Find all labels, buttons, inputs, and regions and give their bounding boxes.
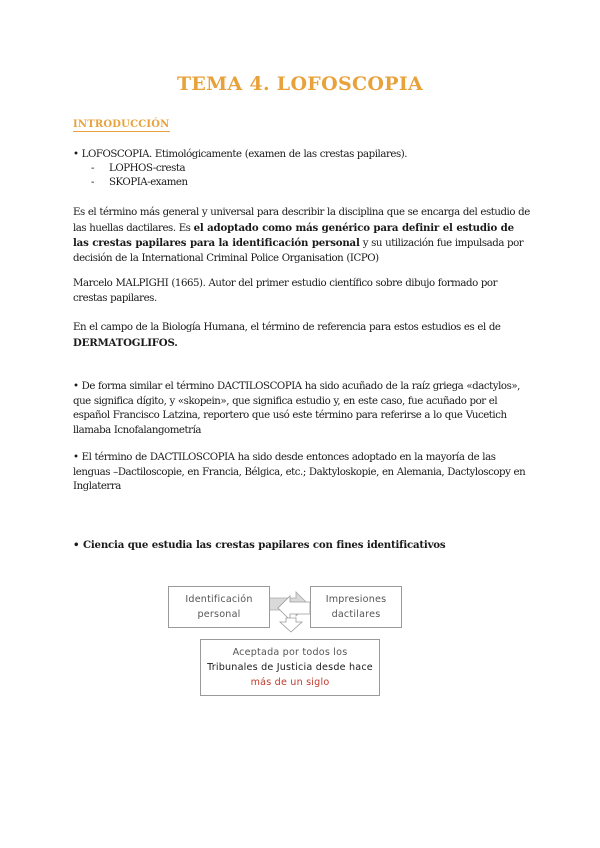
paragraph-dactiloscopia-adoption: • El término de DACTILOSCOPIA ha sido desde entonces adoptado en la mayoría de las lenguas –Dactiloscopie, en Francia, Bélgica, etc.; Daktyloskopie, en Alemania, Dactyloscopy en Inglaterra (73, 452, 526, 492)
dash-marker: - (91, 163, 94, 174)
paragraph-bold-text: el adoptado como más genérico para definir el estudio de las crestas papilares para la identificación personal (73, 221, 514, 249)
box-label-highlight: más de un siglo (250, 677, 330, 688)
page-title: TEMA 4. LOFOSCOPIA (176, 73, 424, 95)
paragraph-malpighi: Marcelo MALPIGHI (1665). Autor del primer estudio científico sobre dibujo formado por crestas papilares. (73, 278, 498, 304)
paragraph-text: y su utilización fue impulsada por decisión de la International Criminal Police Organisation (ICPO) (73, 238, 524, 264)
bullet-lofoscopia: • LOFOSCOPIA. Etimológicamente (examen de las crestas papilares). (73, 149, 408, 160)
dash-marker: - (91, 177, 94, 188)
list-item (91, 162, 185, 176)
paragraph-definition (73, 206, 533, 266)
box-label: dactilares (331, 609, 381, 620)
heading-bold-text: • Ciencia que estudia las crestas papilares con fines identificativos (73, 539, 446, 551)
box-aceptada (200, 639, 380, 696)
box-label: Aceptada por todos los (232, 647, 348, 658)
paragraph-text: Es el término más general y universal para describir la disciplina que se encarga del estudio de las huellas dactilares. Es (73, 207, 530, 234)
paragraph-dactiloscopia-origin: • De forma similar el término DACTILOSCOPIA ha sido acuñado de la raíz griega «dactylos», que significa dígito, y «skopein», que significa estudio y, en este caso, fue acuñado por el español Francisco Latzina, reportero que usó este término para referirse a lo que Vucetich llamaba Icnofalangometría (73, 381, 520, 436)
heading-ciencia (73, 538, 533, 554)
paragraph-dermatoglifos (73, 321, 533, 351)
box-impresiones (310, 586, 402, 628)
section-heading: INTRODUCCIÓN (73, 119, 170, 130)
paragraph-bold-text: DERMATOGLIFOS. (73, 336, 178, 349)
box-identificacion (168, 586, 270, 628)
box-label: Impresiones (325, 594, 387, 605)
box-label: Tribunales de Justicia desde hace (207, 662, 373, 673)
box-label: personal (197, 609, 241, 620)
list-item (91, 176, 188, 190)
paragraph-text: En el campo de la Biología Humana, el término de referencia para estos estudios es el de (73, 322, 501, 333)
list-item-text: SKOPIA-examen (109, 177, 188, 188)
box-label: Identificación (185, 594, 253, 605)
list-item-text: LOPHOS-cresta (109, 163, 186, 174)
